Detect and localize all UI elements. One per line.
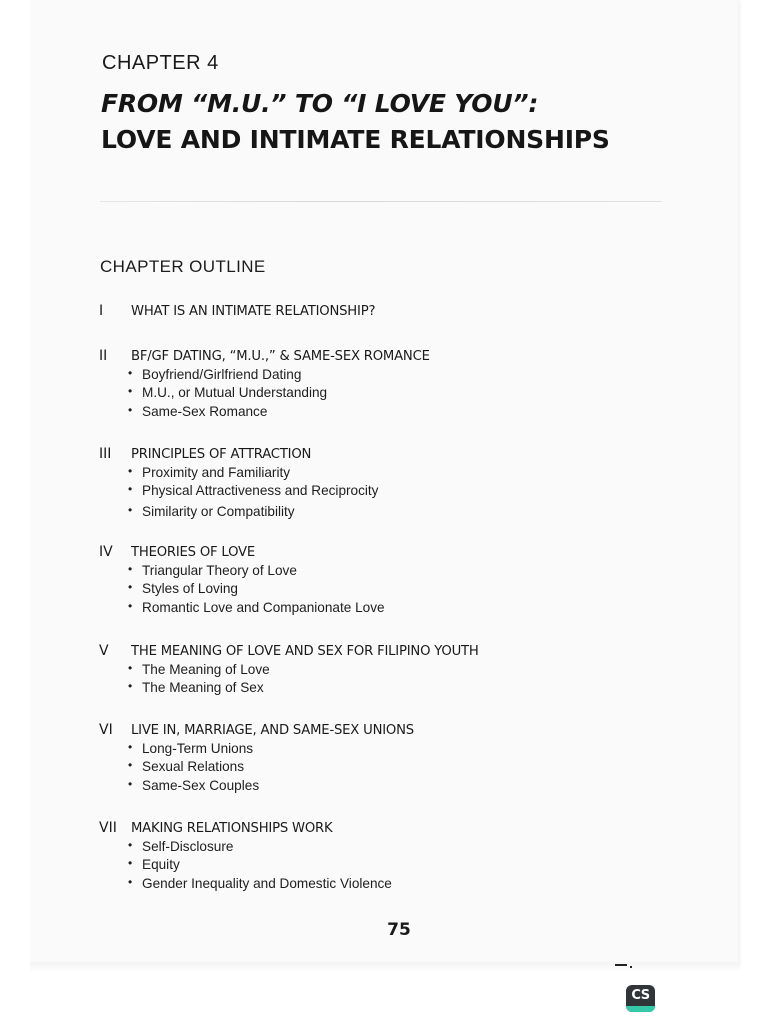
section-title: BF/GF DATING, “M.U.,” & SAME-SEX ROMANCE: [131, 349, 430, 364]
section-heading: [96, 544, 385, 560]
subtopic-text: Physical Attractiveness and Reciprocity: [142, 483, 379, 499]
bullet-icon: •: [128, 402, 133, 417]
divider-rule: [100, 201, 662, 202]
bullet-icon: •: [128, 502, 133, 517]
bullet-icon: •: [128, 776, 133, 791]
bullet-icon: •: [128, 464, 133, 478]
subtopic-item: [128, 579, 385, 597]
subtopic-item: [128, 757, 414, 775]
subtopic-list: [96, 837, 392, 892]
scan-mark: [615, 964, 627, 966]
bullet-icon: •: [128, 661, 133, 675]
section-heading: [96, 348, 430, 364]
section-title: THE MEANING OF LOVE AND SEX FOR FILIPINO YOUTH: [131, 644, 479, 659]
subtopic-item: [128, 402, 430, 420]
subtopic-item: [128, 463, 378, 481]
subtopic-list: [96, 561, 385, 616]
subtopic-text: Sexual Relations: [142, 759, 245, 775]
subtopic-list: [96, 365, 430, 420]
outline-section-3: [96, 446, 378, 520]
subtopic-text: M.U., or Mutual Understanding: [142, 385, 328, 401]
section-heading: [96, 446, 378, 462]
bullet-icon: •: [128, 384, 133, 399]
bullet-icon: •: [128, 838, 133, 852]
chapter-title-line-1: FROM “M.U.” TO “I LOVE YOU”:: [101, 89, 539, 118]
bullet-icon: •: [128, 366, 133, 380]
section-numeral: VI: [99, 722, 113, 738]
section-numeral: II: [99, 348, 108, 364]
subtopic-text: Long-Term Unions: [142, 741, 254, 756]
outline-section-5: [96, 643, 479, 697]
bullet-icon: •: [128, 580, 133, 595]
bullet-icon: •: [128, 482, 133, 497]
outline-section-6: [96, 722, 414, 794]
section-numeral: VII: [99, 820, 117, 836]
subtopic-text: Same-Sex Romance: [142, 403, 268, 419]
subtopic-text: Styles of Loving: [142, 581, 238, 597]
subtopic-text: Boyfriend/Girlfriend Dating: [142, 367, 302, 382]
badge-label: CS: [631, 988, 650, 1003]
subtopic-item: [128, 502, 378, 520]
subtopic-text: Equity: [142, 857, 180, 873]
section-heading: [96, 820, 392, 836]
subtopic-item: [128, 598, 385, 616]
subtopic-item: [128, 660, 479, 678]
page-number: 75: [387, 920, 411, 940]
section-title: MAKING RELATIONSHIPS WORK: [131, 821, 333, 836]
section-title: THEORIES OF LOVE: [131, 545, 255, 560]
subtopic-item: [128, 855, 392, 873]
bullet-icon: •: [128, 740, 133, 754]
outline-heading: CHAPTER OUTLINE: [100, 257, 266, 276]
subtopic-text: Gender Inequality and Domestic Violence: [142, 875, 392, 891]
section-numeral: III: [99, 446, 112, 462]
outline-section-7: [96, 820, 392, 892]
section-title: LIVE IN, MARRIAGE, AND SAME-SEX UNIONS: [131, 723, 414, 738]
subtopic-text: Proximity and Familiarity: [142, 465, 291, 480]
bullet-icon: •: [128, 598, 133, 613]
bullet-icon: •: [128, 679, 133, 694]
chapter-title-line-2: LOVE AND INTIMATE RELATIONSHIPS: [101, 125, 610, 154]
badge-stripe: [626, 1006, 655, 1012]
section-title: WHAT IS AN INTIMATE RELATIONSHIP?: [131, 304, 376, 319]
bullet-icon: •: [128, 562, 133, 576]
bullet-icon: •: [128, 874, 133, 889]
subtopic-text: The Meaning of Love: [142, 662, 270, 677]
outline-section-2: [96, 348, 430, 420]
subtopic-item: [128, 837, 392, 855]
subtopic-list: [96, 660, 479, 697]
subtopic-item: [128, 874, 392, 892]
subtopic-item: [128, 678, 479, 696]
subtopic-item: [128, 365, 430, 383]
subtopic-text: Romantic Love and Companionate Love: [142, 599, 385, 615]
subtopic-list: [96, 463, 378, 520]
subtopic-text: Similarity or Compatibility: [142, 503, 295, 519]
outline-section-1: [96, 303, 375, 319]
subtopic-text: Same-Sex Couples: [142, 777, 260, 793]
section-title: PRINCIPLES OF ATTRACTION: [131, 447, 312, 462]
section-heading: [96, 303, 375, 319]
section-heading: [96, 643, 479, 659]
subtopic-item: [128, 739, 414, 757]
subtopic-text: Self-Disclosure: [142, 839, 234, 854]
subtopic-text: The Meaning of Sex: [142, 680, 264, 696]
scan-mark-dot: [630, 966, 632, 968]
camscanner-logo-icon: [626, 985, 655, 1012]
section-heading: [96, 722, 414, 738]
section-numeral: I: [99, 303, 104, 319]
outline-section-4: [96, 544, 385, 616]
subtopic-item: [128, 481, 378, 499]
section-numeral: V: [99, 643, 109, 659]
subtopic-item: [128, 383, 430, 401]
bullet-icon: •: [128, 856, 133, 871]
subtopic-item: [128, 776, 414, 794]
section-numeral: IV: [99, 544, 113, 560]
chapter-label: CHAPTER 4: [102, 52, 219, 74]
subtopic-text: Triangular Theory of Love: [142, 563, 297, 578]
subtopic-item: [128, 561, 385, 579]
subtopic-list: [96, 739, 414, 794]
bullet-icon: •: [128, 758, 133, 773]
